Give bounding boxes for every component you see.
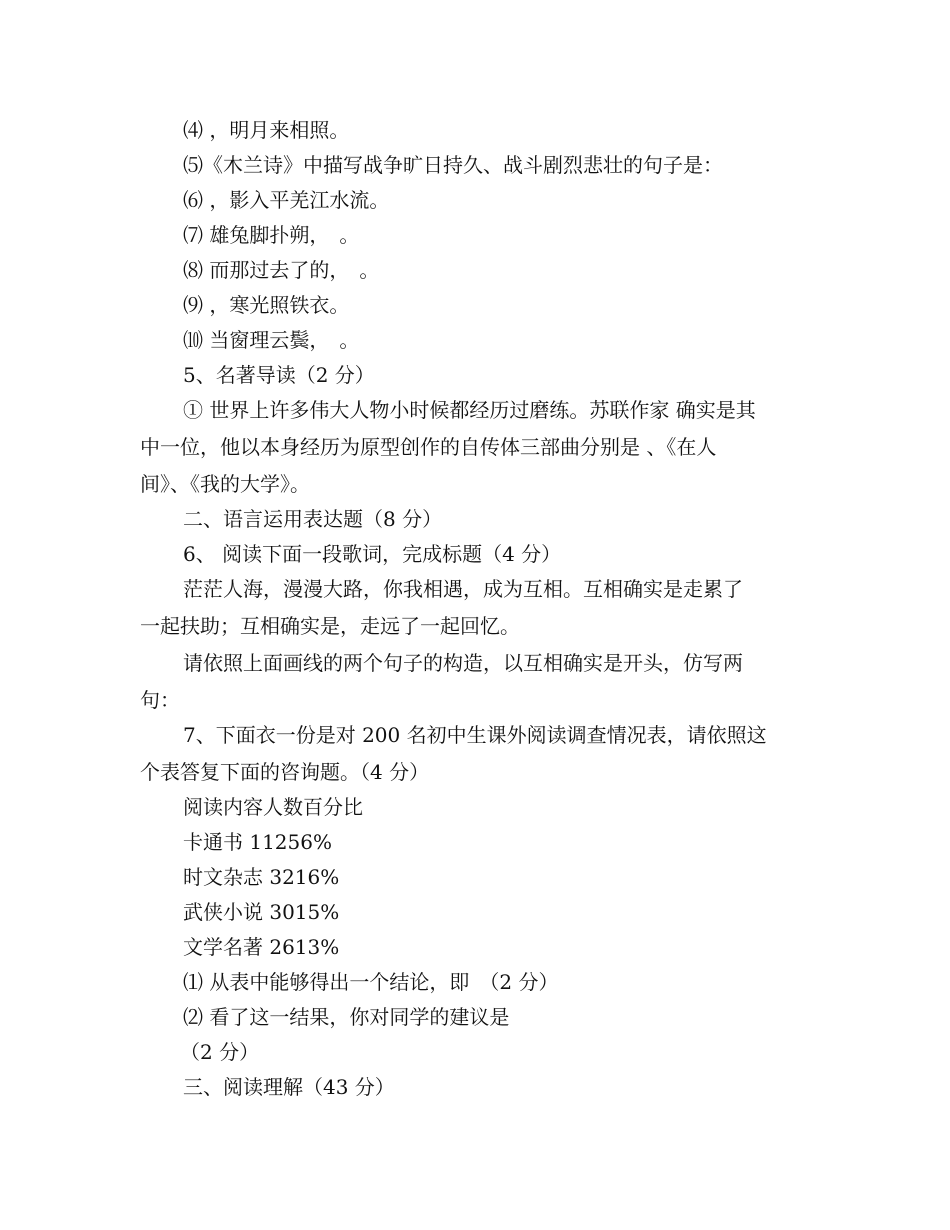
table-row: 时文杂志 3216% <box>183 865 340 889</box>
table-row: 卡通书 11256% <box>183 830 332 854</box>
text-line: 茫茫人海，漫漫大路，你我相遇，成为互相。互相确实是走累了 <box>183 577 743 601</box>
text-line: ⑻ 而那过去了的， 。 <box>183 258 380 282</box>
text-line: ⑹ ，影入平羌江水流。 <box>183 188 390 212</box>
text-line: ⑷ ，明月来相照。 <box>183 118 350 142</box>
table-row: 文学名著 2613% <box>183 935 340 959</box>
section-heading: 三、阅读理解（43 分） <box>183 1075 395 1099</box>
text-line: 个表答复下面的咨询题。（4 分） <box>140 760 430 784</box>
text-line: ⑺ 雄兔脚扑朔， 。 <box>183 223 360 247</box>
text-line: ⑼ ，寒光照铁衣。 <box>183 293 350 317</box>
question-heading: 7、下面衣一份是对 200 名初中生课外阅读调查情况表，请依照这 <box>183 723 767 747</box>
section-heading: 5、名著导读（2 分） <box>183 363 375 387</box>
text-line: 请依照上面画线的两个句子的构造，以互相确实是开头，仿写两 <box>183 651 743 675</box>
text-line: ① 世界上许多伟大人物小时候都经历过磨练。苏联作家 确实是其 <box>183 398 756 422</box>
text-line: 一起扶助；互相确实是，走远了一起回忆。 <box>140 614 520 638</box>
text-line: 句： <box>140 688 180 712</box>
question-heading: 6、 阅读下面一段歌词，完成标题（4 分） <box>183 542 562 566</box>
section-heading: 二、语言运用表达题（8 分） <box>183 507 443 531</box>
text-line: ⑵ 看了这一结果，你对同学的建议是 <box>183 1005 510 1029</box>
table-header: 阅读内容人数百分比 <box>183 795 363 819</box>
text-line: 中一位，他以本身经历为原型创作的自传体三部曲分别是 、《在人 <box>140 435 717 459</box>
text-line: ⑴ 从表中能够得出一个结论，即 （2 分） <box>183 970 559 994</box>
table-row: 武侠小说 3015% <box>183 900 340 924</box>
text-line: ⑽ 当窗理云鬓， 。 <box>183 328 360 352</box>
text-line: 间》、《我的大学》。 <box>140 472 310 496</box>
text-line: ⑸《木兰诗》中描写战争旷日持久、战斗剧烈悲壮的句子是： <box>183 153 723 177</box>
text-line: （2 分） <box>180 1040 260 1064</box>
